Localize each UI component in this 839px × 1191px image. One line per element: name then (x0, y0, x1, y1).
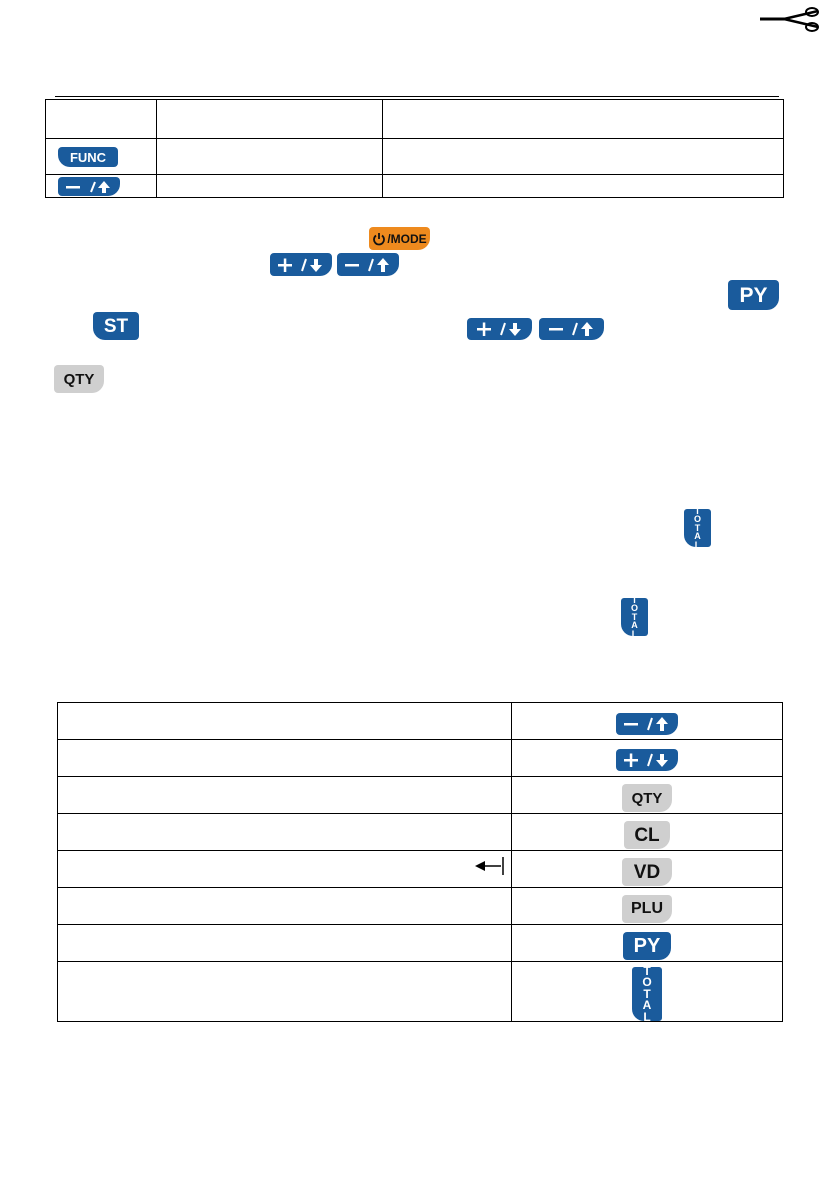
table-cell (58, 814, 512, 851)
table-cell (383, 100, 784, 139)
vd-key: VD (622, 858, 672, 886)
minus-up-key (337, 253, 399, 276)
minus-up-icon (64, 180, 114, 194)
minus-up-icon (343, 257, 393, 273)
table-cell (157, 139, 383, 175)
total-letter: L (694, 539, 701, 550)
total-letter: T (643, 964, 651, 978)
enter-arrow-icon (473, 856, 507, 876)
func-key: FUNC (58, 147, 118, 167)
plus-down-icon (475, 321, 525, 337)
table-cell (512, 888, 783, 925)
table-cell (46, 100, 157, 139)
table-cell (512, 962, 783, 1022)
plus-down-icon (622, 752, 672, 768)
total-letter: T (631, 594, 638, 605)
st-key: ST (93, 312, 139, 340)
total-key (684, 505, 711, 550)
total-letter: O (693, 514, 701, 525)
table-cell (58, 703, 512, 740)
total-letter: T (643, 986, 651, 1001)
minus-up-key (616, 713, 678, 735)
table-cell (58, 888, 512, 925)
minus-up-icon (547, 321, 597, 337)
total-key (632, 964, 662, 1024)
table-cell (58, 925, 512, 962)
table-cell (383, 139, 784, 175)
cl-key: CL (624, 821, 670, 849)
qty-key: QTY (622, 784, 672, 812)
total-letter: T (694, 522, 701, 533)
plus-down-key (270, 253, 332, 276)
power-mode-key (369, 227, 430, 250)
power-icon (372, 232, 386, 246)
table-cell (58, 777, 512, 814)
table-cell (512, 740, 783, 777)
table-cell (512, 703, 783, 740)
minus-up-icon (622, 716, 672, 732)
total-letter: A (642, 998, 652, 1013)
py-key: PY (623, 932, 671, 960)
plus-down-key (616, 749, 678, 771)
key-function-table (45, 99, 784, 198)
total-letter: A (694, 531, 701, 542)
table-cell (46, 175, 157, 198)
table-cell (58, 740, 512, 777)
total-key (621, 594, 648, 639)
table-cell (58, 962, 512, 1022)
table-cell (512, 851, 783, 888)
py-key: PY (728, 280, 779, 310)
scissors-icon (760, 6, 820, 34)
header-rule (55, 96, 779, 97)
total-letter: O (642, 975, 652, 990)
total-letter: T (631, 611, 638, 622)
table-cell (512, 925, 783, 962)
plu-key: PLU (622, 895, 672, 923)
key-list-table (57, 702, 783, 1022)
table-cell (157, 100, 383, 139)
mode-key-label: /MODE (387, 231, 427, 246)
total-letter: T (694, 505, 701, 516)
table-cell (512, 814, 783, 851)
total-letter: O (630, 603, 638, 614)
qty-key: QTY (54, 365, 104, 393)
plus-down-icon (276, 257, 326, 273)
table-cell (512, 777, 783, 814)
table-cell (383, 175, 784, 198)
minus-up-key (58, 177, 120, 196)
table-cell (46, 139, 157, 175)
total-letter: A (631, 620, 638, 631)
total-letter: L (631, 628, 638, 639)
total-letter: L (643, 1009, 651, 1024)
table-cell (157, 175, 383, 198)
plus-down-key (467, 318, 532, 340)
table-cell (58, 851, 512, 888)
minus-up-key (539, 318, 604, 340)
